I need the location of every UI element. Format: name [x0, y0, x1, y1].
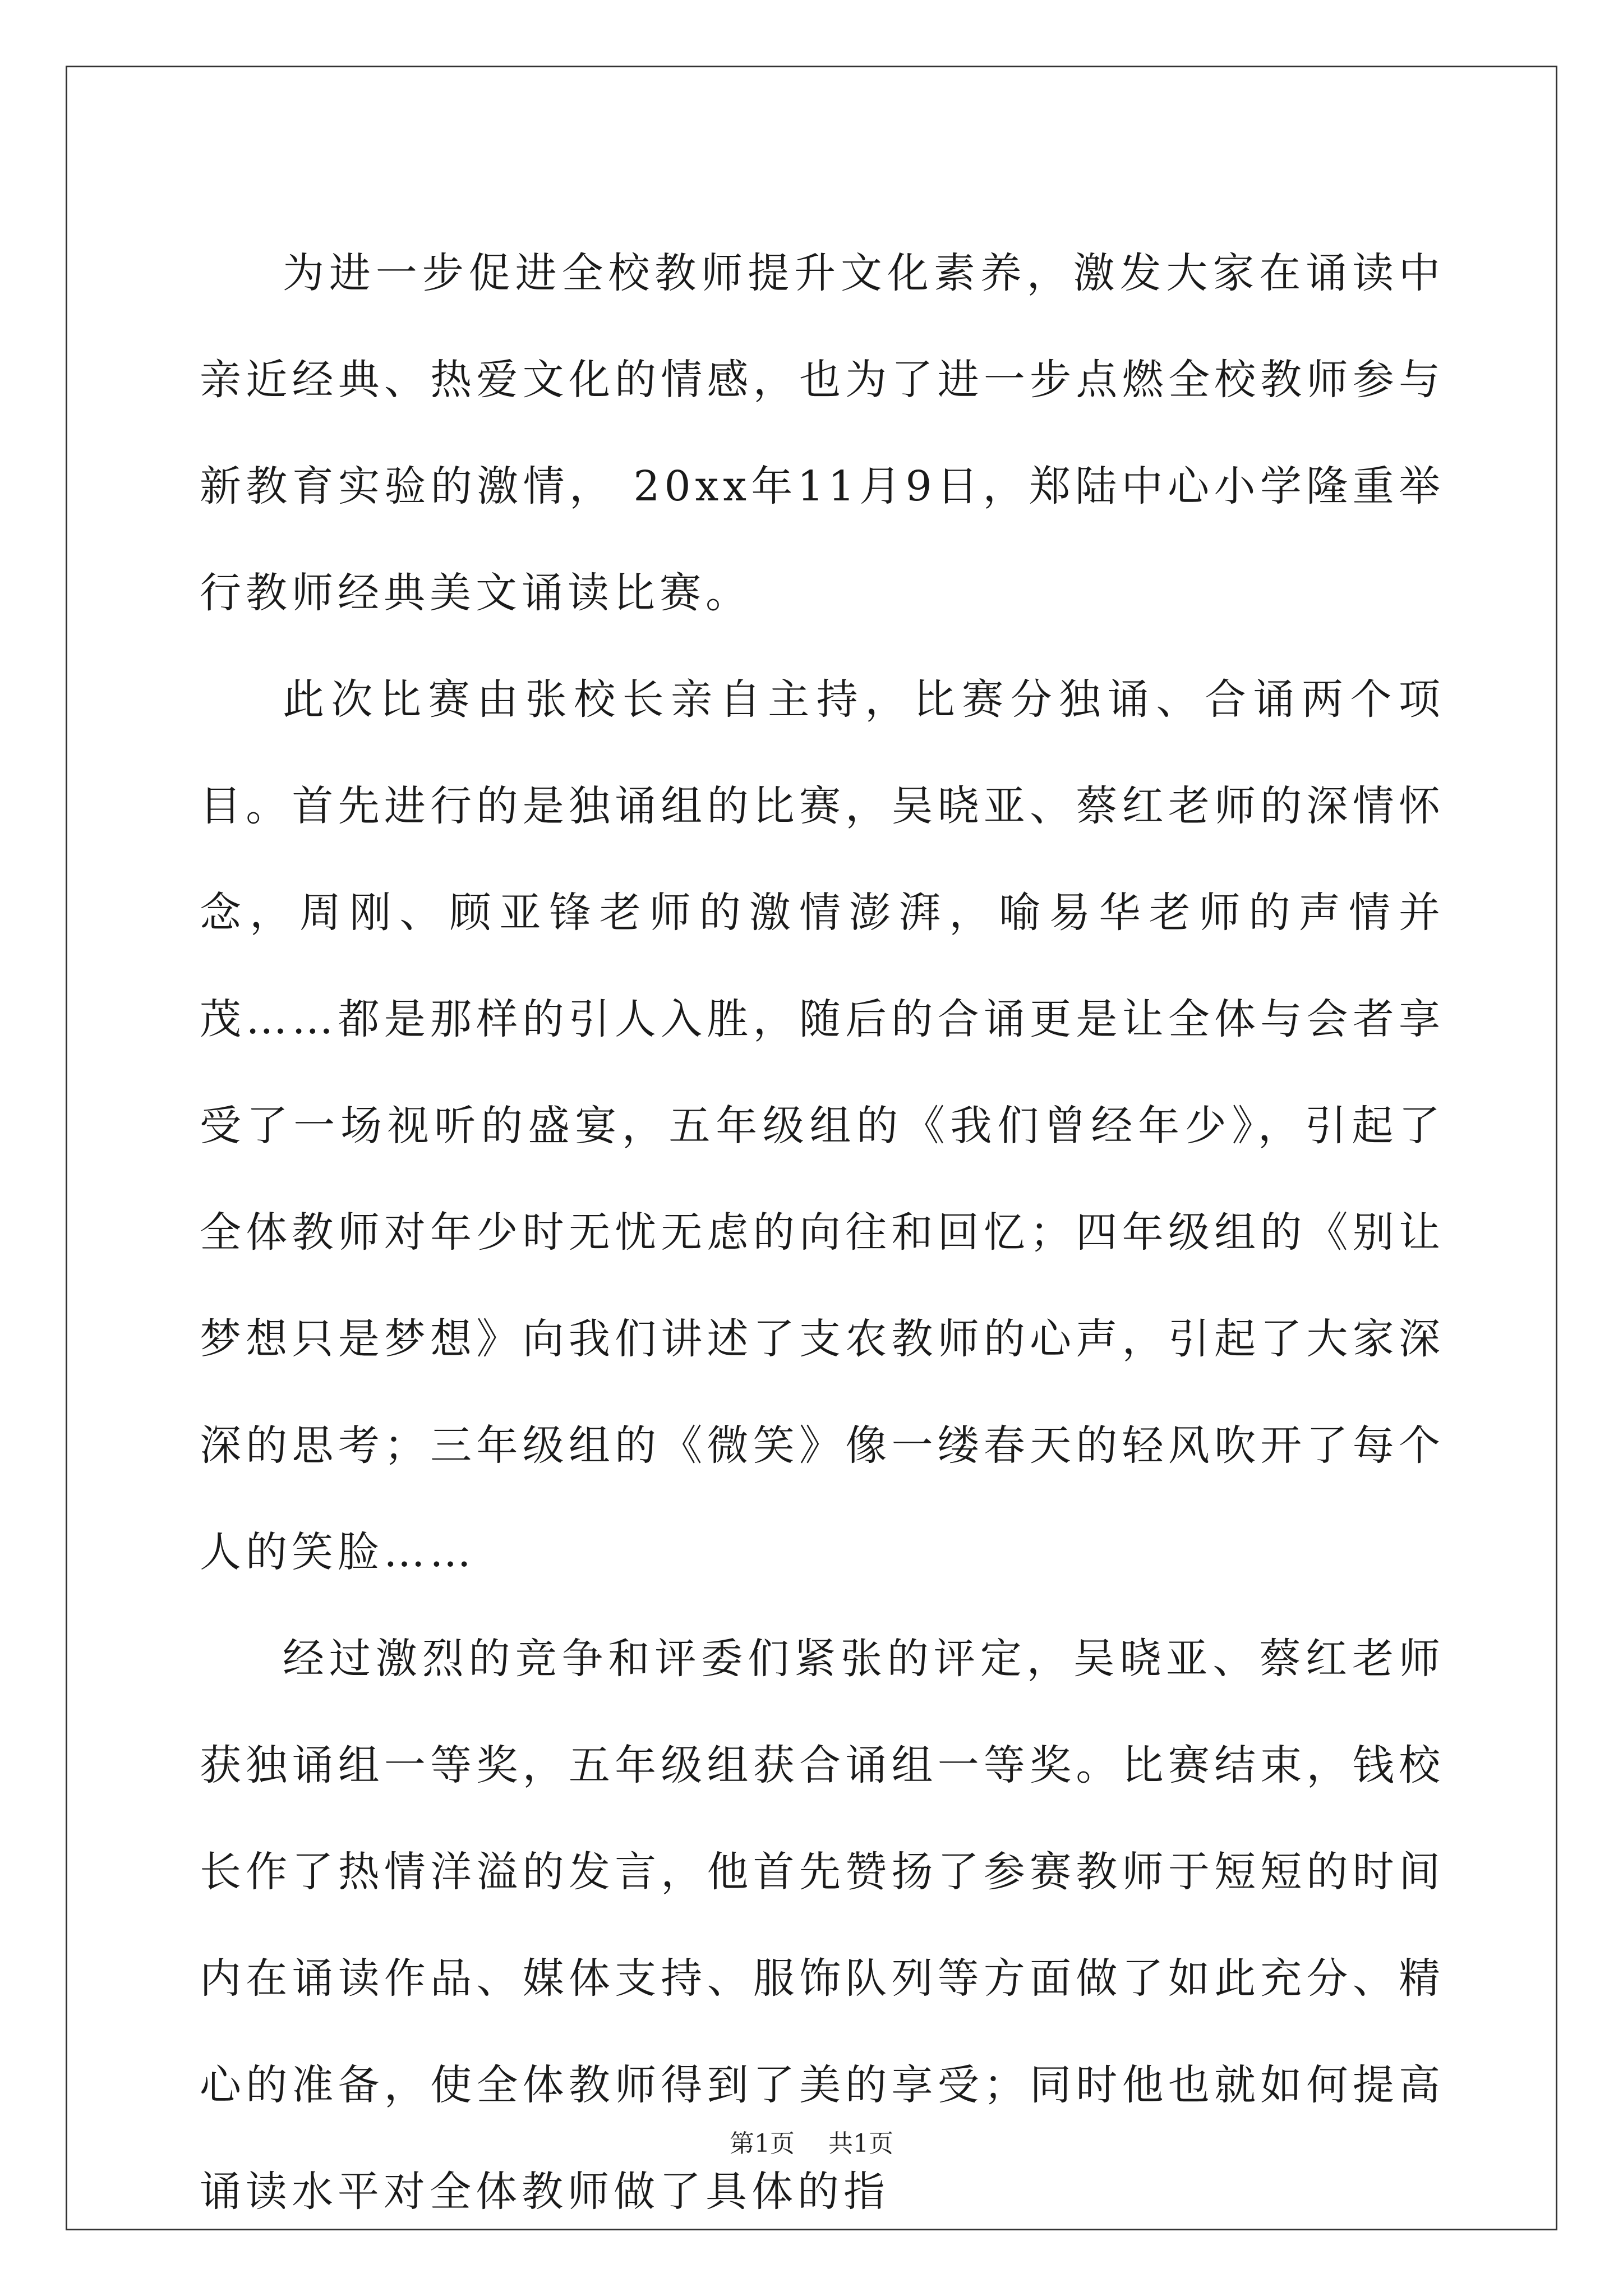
paragraph-3: 经过激烈的竞争和评委们紧张的评定，吴晓亚、蔡红老师获独诵组一等奖，五年级组获合诵组一等奖。比赛结束，钱校长作了热情洋溢的发言，他首先赞扬了参赛教师于短短的时间内在诵读作品、媒体支持、服饰队列等方面做了如此充分、精心的准备，使全体教师得到了美的享受；同时他也就如何提高诵读水平对全体教师做了具体的指 [200, 1635, 1445, 2216]
paragraph-2: 此次比赛由张校长亲自主持，比赛分独诵、合诵两个项目。首先进行的是独诵组的比赛，吴晓亚、蔡红老师的深情怀念，周刚、顾亚锋老师的激情澎湃，喻易华老师的声情并茂……都是那样的引人入胜，随后的合诵更是让全体与会者享受了一场视听的盛宴，五年级组的《我们曾经年少》，引起了全体教师对年少时无忧无虑的向往和回忆；四年级组的《别让梦想只是梦想》向我们讲述了支农教师的心声，引起了大家深深的思考；三年级组的《微笑》像一缕春天的轻风吹开了每个人的笑脸…… [200, 675, 1445, 1576]
paragraph-1: 为进一步促进全校教师提升文化素养，激发大家在诵读中亲近经典、热爱文化的情感，也为了进一步点燃全校教师参与新教育实验的激情， 20xx年11月9日，郑陆中心小学隆重举行教师经典美文诵读比赛。 [200, 249, 1445, 617]
page-footer [0, 2127, 1623, 2161]
page-number: 第1页 [730, 2129, 795, 2158]
document-body [200, 220, 1445, 2245]
page-total: 共1页 [828, 2129, 893, 2158]
